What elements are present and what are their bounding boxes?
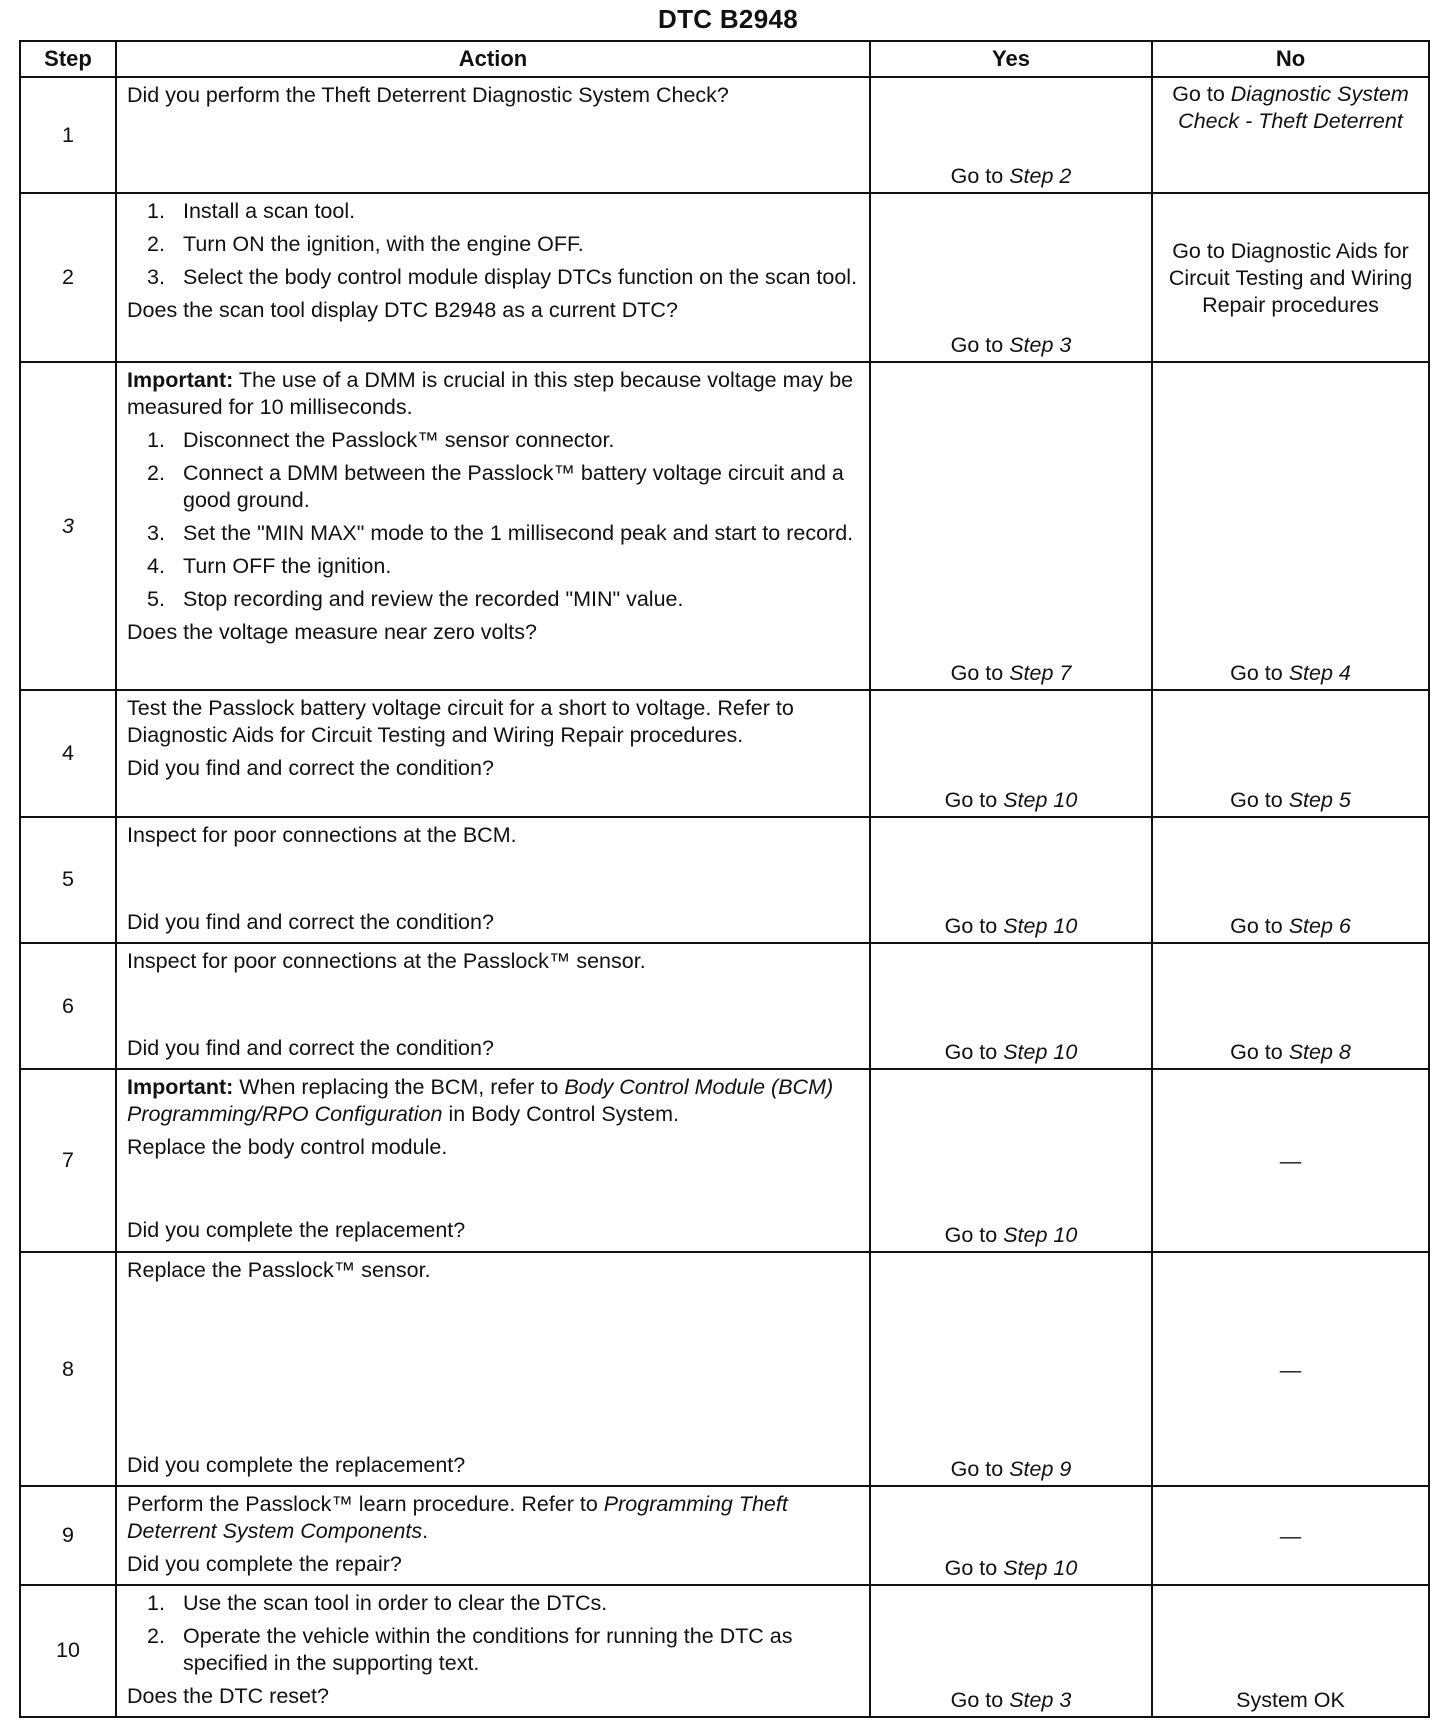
step-number: 7 [20,1069,116,1251]
yes-prefix: Go to [950,164,1010,189]
question-text: Does the scan tool display DTC B2948 as a current DTC? [127,298,678,323]
yes-cell [870,1252,1152,1487]
no-prefix: Go to [1230,787,1289,812]
no-target: Step 4 [1288,661,1351,686]
yes-cell [870,1069,1152,1251]
action-text: Inspect for poor connections at the Passlock™ sensor. [127,949,646,974]
list-item [127,586,859,613]
no-cell [1152,362,1429,691]
action-text: Inspect for poor connections at the BCM. [127,822,517,847]
list-number: 2. [147,1623,165,1648]
important-note [127,367,859,421]
list-text: Set the "MIN MAX" mode to the 1 millisecond peak and start to record. [183,520,854,545]
table-row [20,690,1429,816]
list-text: Connect a DMM between the Passlock™ battery voltage circuit and a good ground. [183,460,844,512]
yes-prefix: Go to [944,1555,1004,1580]
no-prefix: Go to [1230,661,1289,686]
yes-target: Step 10 [1003,1555,1078,1580]
list-text: Operate the vehicle within the conditions for running the DTC as specified in the supporting text. [183,1623,793,1675]
action-cell [116,1486,870,1584]
step-number: 2 [20,193,116,361]
step-number: 4 [20,690,116,816]
list-item [127,231,859,258]
no-cell [1152,1069,1429,1251]
list-item [127,553,859,580]
yes-cell [870,943,1152,1069]
step-number: 6 [20,943,116,1069]
action-text: Did you perform the Theft Deterrent Diagnostic System Check? [127,83,729,107]
yes-prefix: Go to [950,661,1010,686]
table-row [20,1252,1429,1487]
header-no: No [1152,41,1429,77]
no-cell [1152,1486,1429,1584]
list-text: Disconnect the Passlock™ sensor connector. [183,427,615,452]
no-cell [1152,943,1429,1069]
list-item [127,1590,859,1617]
no-text: System OK [1236,1688,1345,1712]
no-prefix: Go to [1172,82,1231,106]
table-row [20,362,1429,691]
intro-reference: Programming Theft Deterrent System Components [127,1492,788,1544]
important-tail: in Body Control System. [442,1102,680,1127]
yes-target: Step 10 [1003,1222,1078,1247]
no-cell [1152,1252,1429,1487]
yes-cell [870,362,1152,691]
important-label: Important: [127,1075,234,1100]
document-title: DTC B2948 [658,4,798,34]
list-number: 5. [147,586,165,611]
list-number: 2. [147,460,165,485]
no-target: Diagnostic System Check - Theft Deterrent [1178,82,1409,133]
step-number: 9 [20,1486,116,1584]
step-number: 10 [20,1585,116,1717]
yes-prefix: Go to [950,332,1010,357]
yes-target: Step 2 [1009,164,1072,189]
yes-target: Step 3 [1009,1688,1072,1712]
list-number: 4. [147,553,165,578]
yes-target: Step 10 [1003,914,1078,939]
question-text: Did you find and correct the condition? [127,1036,494,1061]
table-row [20,1069,1429,1251]
question-text: Did you complete the replacement? [127,1218,466,1243]
no-target: Step 5 [1288,787,1351,812]
list-item [127,427,859,454]
no-prefix: Go to [1230,914,1289,939]
yes-prefix: Go to [950,1457,1010,1482]
important-text: When replacing the BCM, refer to [233,1075,565,1100]
yes-target: Step 10 [1003,1040,1078,1065]
list-number: 3. [147,265,165,290]
list-text: Turn ON the ignition, with the engine OFF. [183,232,584,257]
instruction-list [127,1590,859,1677]
yes-cell [870,690,1152,816]
header-step: Step [20,41,116,77]
no-text: — [1279,1149,1302,1174]
header-row [20,41,1429,77]
table-row [20,817,1429,943]
list-number: 2. [147,232,165,257]
no-text: — [1279,1357,1302,1382]
list-item [127,520,859,547]
action-cell [116,1069,870,1251]
no-cell [1152,77,1429,193]
important-label: Important: [127,367,234,392]
important-note [127,1074,859,1128]
table-row [20,1486,1429,1584]
table-row [20,1585,1429,1717]
table-row [20,77,1429,193]
question-text: Did you complete the replacement? [127,1452,466,1477]
step-number: 1 [20,77,116,193]
question-text: Did you find and correct the condition? [127,756,494,781]
important-text: The use of a DMM is crucial in this step because voltage may be measured for 10 milliseconds. [127,367,854,419]
yes-prefix: Go to [950,1688,1010,1712]
action-cell [116,817,870,943]
list-text: Select the body control module display DTCs function on the scan tool. [183,265,858,290]
yes-cell [870,1486,1152,1584]
instruction-list [127,427,859,613]
list-text: Use the scan tool in order to clear the DTCs. [183,1590,608,1615]
no-target: Step 8 [1288,1040,1351,1065]
list-item [127,198,859,225]
action-cell [116,943,870,1069]
step-number: 3 [20,362,116,691]
action-cell [116,77,870,193]
step-number: 8 [20,1252,116,1487]
yes-cell [870,193,1152,361]
action-cell [116,1252,870,1487]
header-yes: Yes [870,41,1152,77]
action-text: Replace the body control module. [127,1135,448,1160]
no-prefix: Go to [1230,1040,1289,1065]
question-text: Did you find and correct the condition? [127,909,494,934]
list-text: Install a scan tool. [183,199,356,224]
yes-target: Step 9 [1009,1457,1072,1482]
no-target: Step 6 [1288,914,1351,939]
action-cell [116,1585,870,1717]
no-text: — [1279,1523,1302,1548]
no-cell [1152,193,1429,361]
action-cell [116,193,870,361]
action-cell [116,690,870,816]
diagnostic-table [19,40,1430,1718]
action-text [127,1491,859,1545]
list-number: 1. [147,1590,165,1615]
yes-target: Step 3 [1009,332,1072,357]
action-text: Test the Passlock battery voltage circuit for a short to voltage. Refer to Diagnostic Aids for Circuit Testing and Wiring Repair procedures. [127,696,794,748]
no-text: Go to Diagnostic Aids for Circuit Testing and Wiring Repair procedures [1168,238,1413,317]
step-number: 5 [20,817,116,943]
yes-cell [870,817,1152,943]
yes-prefix: Go to [944,914,1004,939]
list-item [127,264,859,291]
no-cell [1152,1585,1429,1717]
intro-text: Perform the Passlock™ learn procedure. Refer to [127,1492,604,1517]
yes-prefix: Go to [944,787,1004,812]
header-action: Action [116,41,870,77]
yes-target: Step 7 [1009,661,1072,686]
list-text: Turn OFF the ignition. [183,553,392,578]
list-number: 1. [147,427,165,452]
list-text: Stop recording and review the recorded "MIN" value. [183,586,684,611]
yes-prefix: Go to [944,1040,1004,1065]
question-text: Did you complete the repair? [127,1552,402,1577]
list-item [127,460,859,514]
yes-cell [870,1585,1152,1717]
action-text: Replace the Passlock™ sensor. [127,1257,431,1282]
yes-target: Step 10 [1003,787,1078,812]
no-cell [1152,690,1429,816]
question-text: Does the DTC reset? [127,1683,329,1708]
no-cell [1152,817,1429,943]
question-text: Does the voltage measure near zero volts? [127,619,537,644]
list-item [127,1623,859,1677]
action-cell [116,362,870,691]
table-row [20,193,1429,361]
list-number: 1. [147,199,165,224]
intro-tail: . [422,1519,429,1544]
yes-cell [870,77,1152,193]
table-row [20,943,1429,1069]
list-number: 3. [147,520,165,545]
yes-prefix: Go to [944,1222,1004,1247]
important-reference: Body Control Module (BCM) Programming/RPO Configuration [127,1075,834,1127]
instruction-list [127,198,859,291]
